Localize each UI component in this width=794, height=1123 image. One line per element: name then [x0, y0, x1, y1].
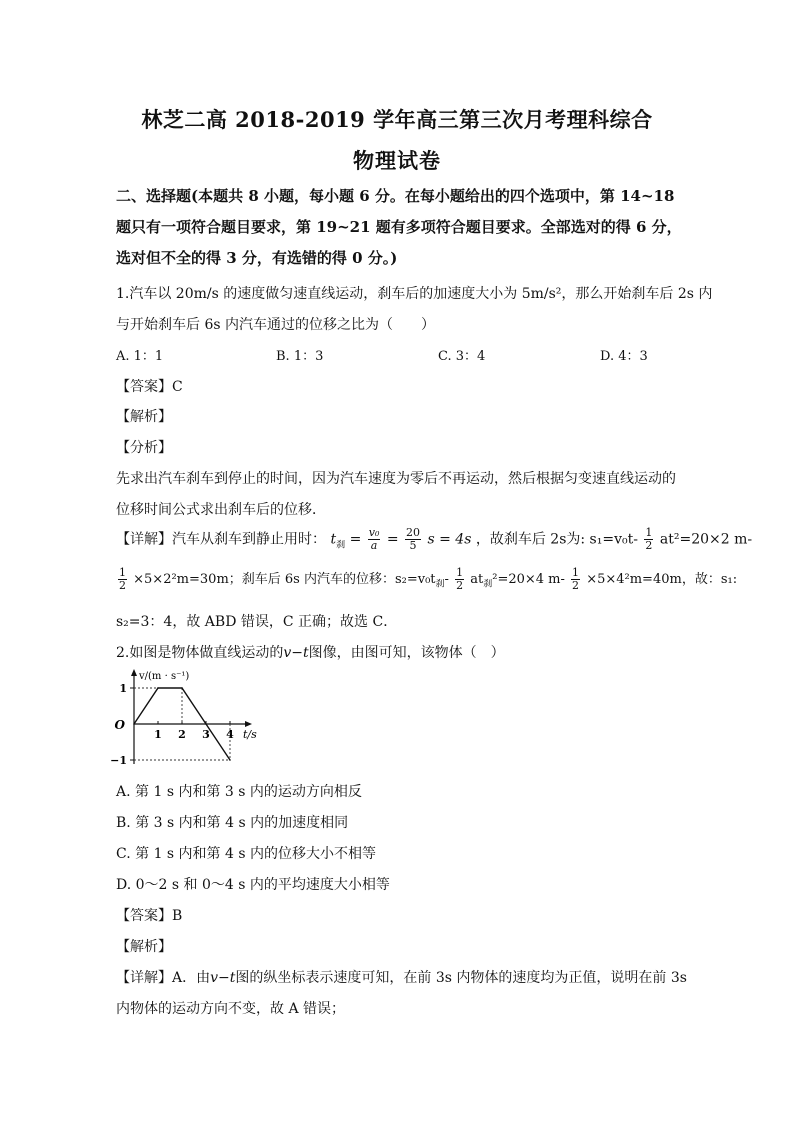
q1-stem-line1: 1.汽车以 20m/s 的速度做匀速直线运动，刹车后的加速度大小为 5m/s²，那么开始刹车后 2s 内 [116, 286, 713, 302]
fraction-one-half: $\frac{1}{2}$ [645, 526, 653, 552]
exam-subtitle: 物理试卷 [353, 148, 441, 173]
vt-point [157, 687, 159, 689]
section-instructions: 二、选择题(本题共 8 小题，每小题 6 分。在每小题给出的四个选项中，第 14~18 题只有一项符合题目要求，第 19~21 题有多项符合题目要求。全部选对的得 6 分，选对但不全的得 3 分，有选错的得 0 分。) [116, 187, 682, 267]
t-symbol: t [330, 531, 337, 548]
q1-detail-40m: ×5×4²m=40m，故：s₁: [586, 572, 738, 587]
x-axis-label: t/s [243, 728, 257, 741]
q2-jiexi-label: 【解析】 [116, 939, 172, 955]
t-subscript: 刹 [336, 540, 346, 551]
x-tick-label: 1 [154, 728, 162, 741]
q1-detail-line1 [116, 527, 752, 552]
fraction-one-half: $\frac{1}{2}$ [119, 566, 126, 592]
q1-detail-30m: ×5×2²m=30m；刹车后 6s 内汽车的位移：s₂=v₀t [133, 572, 436, 587]
q2-option-c: C. 第 1 s 内和第 4 s 内的位移大小不相等 [116, 846, 376, 862]
q1-detail-at2: at²=20×2 m- [659, 531, 753, 548]
vt-symbol: v−t [283, 645, 309, 661]
q2-detail-line2: 内物体的运动方向不变，故 A 错误； [116, 1001, 346, 1017]
q1-detail-line3: s₂=3：4，故 ABD 错误，C 正确；故选 C． [116, 614, 398, 630]
q1-fenxi-label: 【分析】 [116, 440, 172, 456]
q1-option-b: B. 1：3 [276, 349, 324, 364]
fraction-20-over-5: $\frac{20}{5}$ [406, 526, 421, 552]
vt-point [181, 687, 183, 689]
q1-detail-s1: ，故刹车后 2s为: s₁=v₀t- [475, 531, 638, 548]
q1-option-a: A. 1：1 [116, 349, 164, 364]
q1-detail-prefix: 【详解】汽车从刹车到静止用时： [116, 531, 326, 548]
y-axis-arrow [131, 669, 137, 676]
q1-answer: 【答案】C [116, 379, 183, 395]
vt-symbol: v−t [210, 970, 236, 986]
x-tick-label: 3 [202, 728, 210, 741]
q2-detail-line1: 【详解】A．由v−t图的纵坐标表示速度可知，在前 3s 内物体的速度均为正值，说明在前 3s [116, 970, 687, 986]
x-tick-label: 2 [178, 728, 186, 741]
vt-graph [112, 668, 272, 772]
q1-analysis-line2: 位移时间公式求出刹车后的位移． [116, 502, 326, 518]
origin-label: O [114, 718, 125, 732]
q2-stem: 2.如图是物体做直线运动的v−t图像，由图可知，该物体（ ） [116, 645, 505, 661]
q1-detail-line2: $\frac{1}{2}$ ×5×2²m=30m；刹车后 6s 内汽车的位移：$s_2=v_0t_刹-$ $\frac{1}{2}$ $at_刹^2=20\times 4$ m- $\frac{1}{2}$ ×5×4²m=40m，故：s₁: [119, 566, 738, 592]
equals-sign: = [349, 531, 362, 548]
x-tick-label: 4 [226, 728, 234, 741]
q1-option-d: D. 4：3 [600, 349, 648, 364]
q1-option-c: C. 3：4 [438, 349, 486, 364]
q1-stem-line2: 与开始刹车后 6s 内汽车通过的位移之比为（ ） [116, 317, 435, 333]
y-axis-label: v/(m · s⁻¹) [139, 671, 190, 682]
q2-answer: 【答案】B [116, 908, 183, 924]
fraction-v0-over-a: $\frac{\text{v₀}}{a}$ [368, 526, 380, 552]
graph-labels [110, 671, 257, 767]
q1-analysis-line1: 先求出汽车刹车到停止的时间，因为汽车速度为零后不再运动，然后根据匀变速直线运动的 [116, 471, 676, 487]
q1-jiexi-label: 【解析】 [116, 409, 172, 425]
y-tick-label: 1 [119, 682, 127, 695]
graph-axes [130, 669, 252, 764]
fraction-one-half: $\frac{1}{2}$ [456, 566, 464, 592]
fraction-one-half: $\frac{1}{2}$ [572, 566, 580, 592]
y-tick-label: −1 [110, 754, 127, 767]
equals-sign: = [386, 531, 399, 548]
vt-point [205, 723, 207, 725]
vt-point [133, 723, 135, 725]
exam-title: 林芝二高 2018-2019 学年高三第三次月考理科综合 [141, 107, 653, 132]
q2-option-b: B. 第 3 s 内和第 4 s 内的加速度相同 [116, 815, 349, 831]
vt-point [229, 759, 231, 761]
time-result: s = 4s [427, 531, 472, 548]
q2-option-d: D. 0～2 s 和 0～4 s 内的平均速度大小相等 [116, 877, 390, 893]
q2-option-a: A. 第 1 s 内和第 3 s 内的运动方向相反 [116, 784, 362, 800]
x-axis-arrow [245, 721, 252, 727]
